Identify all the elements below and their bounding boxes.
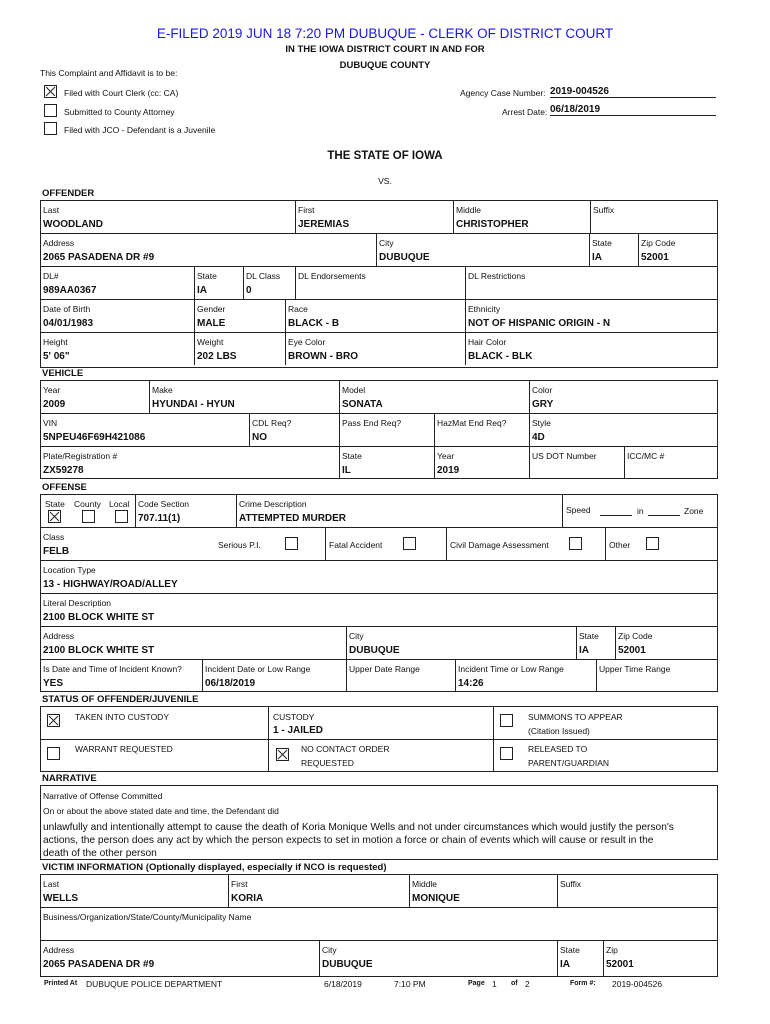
filing-option-checkbox-2[interactable] xyxy=(44,104,57,117)
offender-height-label: Height xyxy=(43,337,68,347)
vehicle-year-value: 2009 xyxy=(43,399,66,410)
offense-speed-label: Speed xyxy=(566,505,591,515)
status-released-label: RELEASED TO xyxy=(528,744,588,754)
footer-printed-at: DUBUQUE POLICE DEPARTMENT xyxy=(86,979,223,989)
offense-other-label: Other xyxy=(609,540,631,550)
vehicle-cdl-value: NO xyxy=(252,432,267,443)
offender-suffix-label: Suffix xyxy=(593,205,615,215)
offender-dob-value: 04/01/1983 xyxy=(43,318,94,329)
vehicle-pyear-label: Year xyxy=(437,451,455,461)
status-nco-sub: REQUESTED xyxy=(301,758,354,768)
vehicle-make-value: HYUNDAI - HYUN xyxy=(152,399,235,410)
offense-literal-value: 2100 BLOCK WHITE ST xyxy=(43,612,155,623)
offender-gender-value: MALE xyxy=(197,318,226,329)
vehicle-vin-value: 5NPEU46F69H421086 xyxy=(43,432,146,443)
offense-county-label: County xyxy=(74,499,101,509)
victim-zip-value: 52001 xyxy=(606,959,634,970)
offender-last-label: Last xyxy=(43,205,60,215)
offense-class-label: Class xyxy=(43,532,65,542)
offense-other-checkbox[interactable] xyxy=(646,537,659,550)
offense-serious-checkbox[interactable] xyxy=(285,537,298,550)
offense-state2-value: IA xyxy=(579,645,589,656)
victim-first-value: KORIA xyxy=(231,893,264,904)
footer-pages: 2 xyxy=(525,979,530,989)
state-title: THE STATE OF IOWA xyxy=(327,150,443,162)
vehicle-heading: VEHICLE xyxy=(42,368,84,379)
nco-checkbox[interactable] xyxy=(276,748,289,761)
footer-page: 1 xyxy=(492,979,497,989)
vehicle-color-label: Color xyxy=(532,385,553,395)
victim-address-label: Address xyxy=(43,945,75,955)
victim-heading: VICTIM INFORMATION (Optionally displayed, especially if NCO is requested) xyxy=(42,862,387,873)
offense-city-label: City xyxy=(349,631,364,641)
status-summons-sub: (Citation Issued) xyxy=(528,726,590,736)
offense-address-value: 2100 BLOCK WHITE ST xyxy=(43,645,155,656)
vehicle-year-label: Year xyxy=(43,385,61,395)
victim-middle-value: MONIQUE xyxy=(412,893,460,904)
offender-dl-endorse-label: DL Endorsements xyxy=(298,271,366,281)
offender-heading: OFFENDER xyxy=(42,188,95,199)
narrative-sub2: On or about the above stated date and time, the Defendant did xyxy=(43,806,279,816)
offense-loctype-label: Location Type xyxy=(43,565,96,575)
offender-dl-class-label: DL Class xyxy=(246,271,281,281)
offender-hair-value: BLACK - BLK xyxy=(468,351,533,362)
filing-option-label: Submitted to County Attorney xyxy=(64,107,175,117)
offender-dl-restrict-label: DL Restrictions xyxy=(468,271,526,281)
offense-local-checkbox[interactable] xyxy=(115,510,128,523)
vehicle-icc-label: ICC/MC # xyxy=(627,451,665,461)
offense-known-value: YES xyxy=(43,678,64,689)
efile-stamp: E-FILED 2019 JUN 18 7:20 PM DUBUQUE - CLERK OF DISTRICT COURT xyxy=(156,26,614,41)
offender-box xyxy=(40,200,718,368)
offense-state-checkbox[interactable] xyxy=(48,510,61,523)
victim-middle-label: Middle xyxy=(412,879,438,889)
offender-city-value: DUBUQUE xyxy=(379,252,430,263)
victim-address-value: 2065 PASADENA DR #9 xyxy=(43,959,155,970)
victim-state-value: IA xyxy=(560,959,570,970)
offender-hair-label: Hair Color xyxy=(468,337,507,347)
offender-weight-label: Weight xyxy=(197,337,224,347)
status-custody2-value: 1 - JAILED xyxy=(273,725,324,736)
offense-low-date-label: Incident Date or Low Range xyxy=(205,664,311,674)
victim-zip-label: Zip xyxy=(606,945,618,955)
offender-city-label: City xyxy=(379,238,394,248)
offense-fatal-checkbox[interactable] xyxy=(403,537,416,550)
offense-upper-date-label: Upper Date Range xyxy=(349,664,420,674)
offense-upper-time-label: Upper Time Range xyxy=(599,664,671,674)
court-line-2: DUBUQUE COUNTY xyxy=(339,60,431,71)
offense-zone-label: Zone xyxy=(684,506,704,516)
offense-state-label: State xyxy=(45,499,65,509)
footer-of-label: of xyxy=(511,980,518,987)
status-custody2-label: CUSTODY xyxy=(273,712,315,722)
offender-race-value: BLACK - B xyxy=(288,318,340,329)
victim-city-label: City xyxy=(322,945,337,955)
vehicle-box xyxy=(40,380,718,479)
offender-race-label: Race xyxy=(288,304,308,314)
offense-serious-label: Serious P.I. xyxy=(218,540,261,550)
offense-crime-value: ATTEMPTED MURDER xyxy=(239,513,347,524)
offense-class-value: FELB xyxy=(43,546,70,557)
status-heading: STATUS OF OFFENDER/JUVENILE xyxy=(42,694,199,705)
offender-zip-value: 52001 xyxy=(641,252,669,263)
status-nco-label: NO CONTACT ORDER xyxy=(301,744,390,754)
victim-last-value: WELLS xyxy=(43,893,78,904)
summons-checkbox[interactable] xyxy=(500,714,513,727)
vehicle-plate-label: Plate/Registration # xyxy=(43,451,118,461)
offense-civil-label: Civil Damage Assessment xyxy=(450,540,549,550)
offender-dl-state-value: IA xyxy=(197,285,207,296)
filing-option-label: Filed with JCO - Defendant is a Juvenile xyxy=(64,125,216,135)
offender-first-value: JEREMIAS xyxy=(298,219,350,230)
narrative-line-1: unlawfully and intentionally attempt to cause the death of Koria Monique Wells and not under circumstances which would justify the person's xyxy=(43,822,674,833)
vs-label: VS. xyxy=(378,176,392,186)
vehicle-vin-label: VIN xyxy=(43,418,58,428)
vehicle-pstate-label: State xyxy=(342,451,362,461)
offense-city-value: DUBUQUE xyxy=(349,645,400,656)
offender-gender-label: Gender xyxy=(197,304,226,314)
offender-address-label: Address xyxy=(43,238,75,248)
offense-literal-label: Literal Description xyxy=(43,598,112,608)
offense-county-checkbox[interactable] xyxy=(82,510,95,523)
offense-crime-label: Crime Description xyxy=(239,499,307,509)
offender-state-value: IA xyxy=(592,252,602,263)
offender-eye-value: BROWN - BRO xyxy=(288,351,358,362)
vehicle-style-label: Style xyxy=(532,418,551,428)
offender-dl-value: 989AA0367 xyxy=(43,285,97,296)
court-line-1: IN THE IOWA DISTRICT COURT IN AND FOR xyxy=(285,44,485,55)
offense-low-time-label: Incident Time or Low Range xyxy=(458,664,564,674)
vehicle-hazmat-label: HazMat End Req? xyxy=(437,418,507,428)
offender-dl-state-label: State xyxy=(197,271,217,281)
footer-page-label: Page xyxy=(468,980,485,987)
offense-zip-value: 52001 xyxy=(618,645,646,656)
offense-fatal-label: Fatal Accident xyxy=(329,540,383,550)
offender-dl-label: DL# xyxy=(43,271,59,281)
warrant-checkbox[interactable] xyxy=(47,747,60,760)
vehicle-dot-label: US DOT Number xyxy=(532,451,597,461)
vehicle-model-label: Model xyxy=(342,385,366,395)
offender-height-value: 5' 06" xyxy=(43,351,70,362)
offense-low-date-value: 06/18/2019 xyxy=(205,678,256,689)
offender-ethnicity-label: Ethnicity xyxy=(468,304,501,314)
status-warrant-label: WARRANT REQUESTED xyxy=(75,744,173,754)
filing-option-checkbox-1[interactable] xyxy=(44,85,57,98)
offender-dl-class-value: 0 xyxy=(246,285,252,296)
vehicle-style-value: 4D xyxy=(532,432,545,443)
footer-time: 7:10 PM xyxy=(394,979,426,989)
offender-first-label: First xyxy=(298,205,315,215)
vehicle-make-label: Make xyxy=(152,385,173,395)
offender-middle-value: CHRISTOPHER xyxy=(456,219,529,230)
offender-eye-label: Eye Color xyxy=(288,337,326,347)
offense-loctype-value: 13 - HIGHWAY/ROAD/ALLEY xyxy=(43,579,178,590)
vehicle-color-value: GRY xyxy=(532,399,554,410)
victim-suffix-label: Suffix xyxy=(560,879,582,889)
filing-option-label: Filed with Court Clerk (cc: CA) xyxy=(64,88,179,98)
offender-dob-label: Date of Birth xyxy=(43,304,91,314)
narrative-sub1: Narrative of Offense Committed xyxy=(43,791,163,801)
victim-state-label: State xyxy=(560,945,580,955)
status-custody-label: TAKEN INTO CUSTODY xyxy=(75,712,169,722)
offense-code-label: Code Section xyxy=(138,499,190,509)
offender-zip-label: Zip Code xyxy=(641,238,676,248)
narrative-line-3: death of the other person xyxy=(43,848,157,859)
victim-city-value: DUBUQUE xyxy=(322,959,373,970)
footer-form: 2019-004526 xyxy=(612,979,663,989)
offender-address-value: 2065 PASADENA DR #9 xyxy=(43,252,155,263)
custody-checkbox[interactable] xyxy=(47,714,60,727)
vehicle-pyear-value: 2019 xyxy=(437,465,460,476)
status-released-sub: PARENT/GUARDIAN xyxy=(528,758,610,768)
offender-weight-value: 202 LBS xyxy=(197,351,237,362)
offense-state2-label: State xyxy=(579,631,599,641)
offense-local-label: Local xyxy=(109,499,130,509)
offender-last-value: WOODLAND xyxy=(43,219,103,230)
filing-option-checkbox-3[interactable] xyxy=(44,122,57,135)
offense-code-value: 707.11(1) xyxy=(138,513,181,524)
arrest-date-value: 06/18/2019 xyxy=(550,104,716,116)
narrative-line-2: actions, the person does any act by which the person expects to set in motion a force or chain of events which will cause or result in the xyxy=(43,835,654,846)
footer-printed-label: Printed At xyxy=(44,980,78,987)
offender-state-label: State xyxy=(592,238,612,248)
vehicle-model-value: SONATA xyxy=(342,399,383,410)
victim-last-label: Last xyxy=(43,879,60,889)
footer-form-label: Form #: xyxy=(570,980,596,987)
offense-heading: OFFENSE xyxy=(42,482,87,493)
offense-low-time-value: 14:26 xyxy=(458,678,484,689)
offense-civil-checkbox[interactable] xyxy=(569,537,582,550)
agency-case-value: 2019-004526 xyxy=(550,86,716,98)
complaint-intro: This Complaint and Affidavit is to be: xyxy=(40,68,178,78)
arrest-date-label: Arrest Date: xyxy=(502,107,548,117)
offender-ethnicity-value: NOT OF HISPANIC ORIGIN - N xyxy=(468,318,611,329)
agency-case-label: Agency Case Number: xyxy=(460,88,546,98)
narrative-heading: NARRATIVE xyxy=(42,773,97,784)
footer-date: 6/18/2019 xyxy=(324,979,362,989)
offense-zip-label: Zip Code xyxy=(618,631,653,641)
vehicle-plate-value: ZX59278 xyxy=(43,465,84,476)
vehicle-cdl-label: CDL Req? xyxy=(252,418,292,428)
status-summons-label: SUMMONS TO APPEAR xyxy=(528,712,623,722)
victim-biz-label: Business/Organization/State/County/Municipality Name xyxy=(43,912,252,922)
victim-first-label: First xyxy=(231,879,248,889)
offense-address-label: Address xyxy=(43,631,75,641)
released-checkbox[interactable] xyxy=(500,747,513,760)
offender-middle-label: Middle xyxy=(456,205,482,215)
vehicle-pstate-value: IL xyxy=(342,465,351,476)
vehicle-pass-label: Pass End Req? xyxy=(342,418,402,428)
offense-known-label: Is Date and Time of Incident Known? xyxy=(43,664,182,674)
offense-in-label: in xyxy=(637,506,644,516)
